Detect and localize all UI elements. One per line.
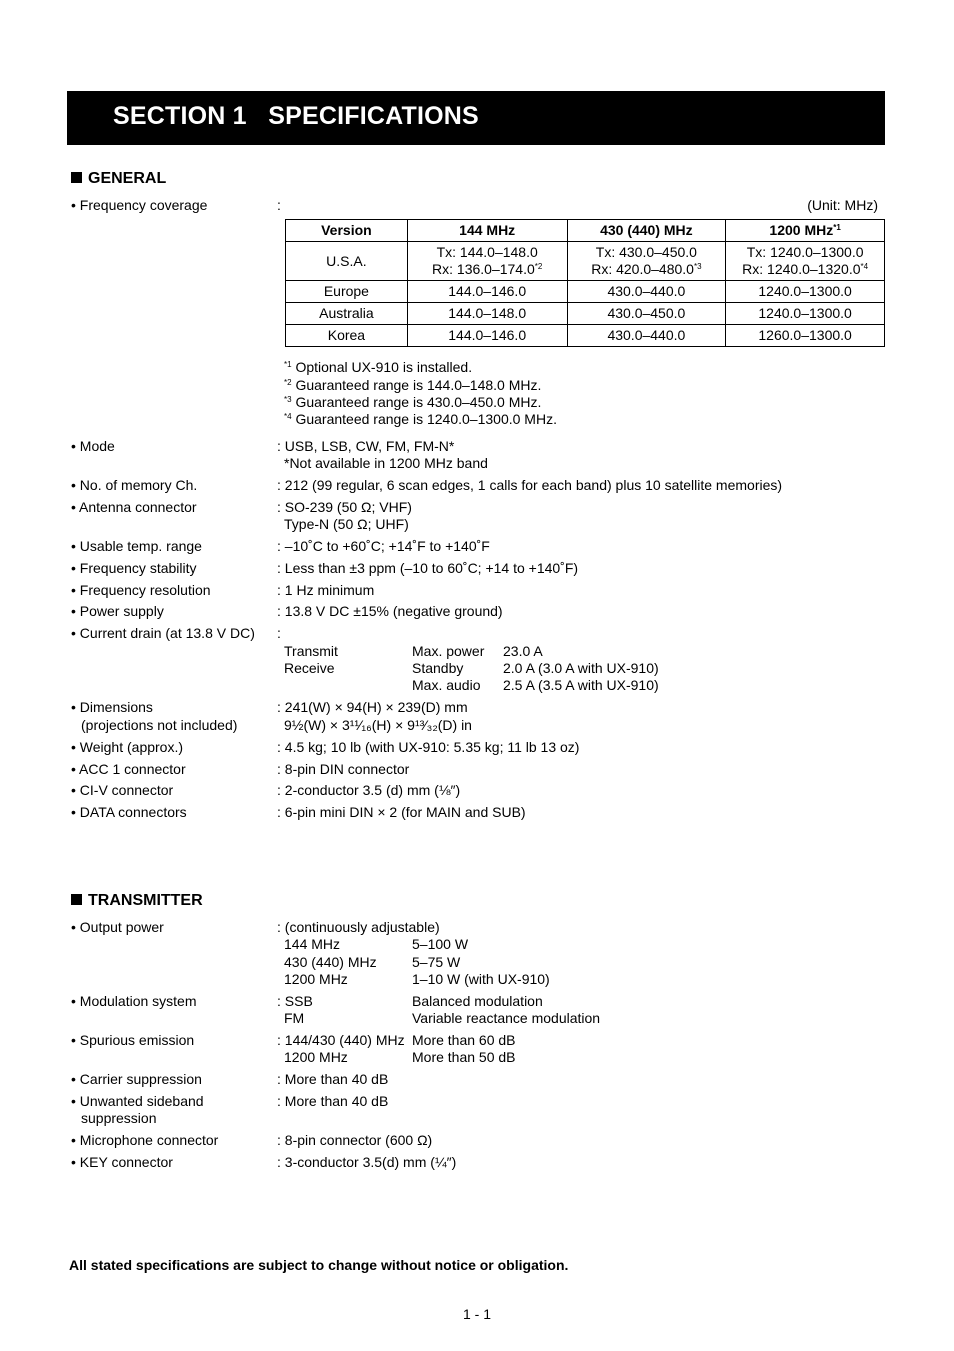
table-cell-version: U.S.A. <box>286 242 408 281</box>
table-cell <box>567 242 726 281</box>
output-band: 1200 MHz <box>284 971 348 987</box>
rx-text: Rx: 136.0–174.0 <box>432 261 535 277</box>
frequency-table <box>285 219 885 347</box>
table-cell: 144.0–146.0 <box>407 325 567 347</box>
drain-cell: 2.0 A (3.0 A with UX-910) <box>503 660 659 676</box>
drain-cell: 23.0 A <box>503 643 543 659</box>
data-connectors-value: : 6-pin mini DIN × 2 (for MAIN and SUB) <box>277 804 526 820</box>
microphone-value: : 8-pin connector (600 Ω) <box>277 1132 433 1148</box>
footnote-mark: *4 <box>284 412 292 421</box>
stability-value: : Less than ±3 ppm (–10 to 60˚C; +14 to +140˚F) <box>277 560 579 576</box>
current-drain-label: • Current drain (at 13.8 V DC) <box>71 625 255 641</box>
memory-label: • No. of memory Ch. <box>71 477 198 493</box>
footnote-text: Guaranteed range is 144.0–148.0 MHz. <box>291 377 542 393</box>
footnote-mark: *2 <box>284 378 292 387</box>
stability-label: • Frequency stability <box>71 560 197 576</box>
rx-range <box>568 261 726 278</box>
microphone-label: • Microphone connector <box>71 1132 219 1148</box>
mode-value: : USB, LSB, CW, FM, FM-N* <box>277 438 455 454</box>
output-band: 144 MHz <box>284 936 341 952</box>
table-cell: 430.0–440.0 <box>567 281 726 303</box>
spurious-band: : 144/430 (440) MHz <box>277 1032 405 1048</box>
dimensions-value: : 241(W) × 94(H) × 239(D) mm <box>277 699 468 715</box>
mode-note: *Not available in 1200 MHz band <box>284 455 488 471</box>
resolution-label: • Frequency resolution <box>71 582 211 598</box>
rx-text: Rx: 420.0–480.0 <box>591 261 694 277</box>
table-header: Version <box>286 220 408 242</box>
section-banner <box>67 91 885 145</box>
table-cell: 1260.0–1300.0 <box>726 325 885 347</box>
key-connector-label: • KEY connector <box>71 1154 173 1170</box>
table-cell: 144.0–148.0 <box>407 303 567 325</box>
table-cell: 1240.0–1300.0 <box>726 281 885 303</box>
antenna-label: • Antenna connector <box>71 499 197 515</box>
output-watts: 5–100 W <box>412 936 469 952</box>
transmitter-heading-text: TRANSMITTER <box>88 892 203 909</box>
table-cell-version: Europe <box>286 281 408 303</box>
footnote-text: Guaranteed range is 430.0–450.0 MHz. <box>291 394 542 410</box>
footnote <box>284 411 557 428</box>
rx-range <box>408 261 567 278</box>
weight-value: : 4.5 kg; 10 lb (with UX-910: 5.35 kg; 11 lb 13 oz) <box>277 739 580 755</box>
unwanted-sideband-value: : More than 40 dB <box>277 1093 389 1109</box>
footnote-mark: *4 <box>860 262 869 271</box>
unwanted-sideband-sublabel: suppression <box>81 1110 157 1126</box>
footnote-mark: *3 <box>284 395 292 404</box>
rx-text: Rx: 1240.0–1320.0 <box>742 261 861 277</box>
output-power-label: • Output power <box>71 919 164 935</box>
carrier-label: • Carrier suppression <box>71 1071 202 1087</box>
table-row <box>286 325 885 347</box>
modulation-mode: FM <box>284 1010 305 1026</box>
transmitter-heading <box>71 892 203 909</box>
table-cell: 430.0–440.0 <box>567 325 726 347</box>
table-row <box>286 303 885 325</box>
footnote-mark: *2 <box>534 262 543 271</box>
table-header-row <box>286 220 885 242</box>
table-cell: 144.0–146.0 <box>407 281 567 303</box>
table-header: 430 (440) MHz <box>567 220 726 242</box>
footnote <box>284 359 472 376</box>
table-cell: 430.0–450.0 <box>567 303 726 325</box>
weight-label: • Weight (approx.) <box>71 739 184 755</box>
table-header: 144 MHz <box>407 220 567 242</box>
carrier-value: : More than 40 dB <box>277 1071 389 1087</box>
modulation-type: Balanced modulation <box>412 993 543 1009</box>
footnote-text: Optional UX-910 is installed. <box>291 359 473 375</box>
table-cell <box>726 242 885 281</box>
square-bullet-icon <box>71 894 82 905</box>
square-bullet-icon <box>71 172 82 183</box>
mode-label: • Mode <box>71 438 115 454</box>
section-title: SECTION 1 SPECIFICATIONS <box>113 102 479 130</box>
drain-cell: Standby <box>412 660 464 676</box>
tx-range: Tx: 430.0–450.0 <box>595 244 697 260</box>
footer-note: All stated specifications are subject to change without notice or obligation. <box>69 1257 569 1273</box>
power-supply-label: • Power supply <box>71 603 164 619</box>
output-watts: 1–10 W (with UX-910) <box>412 971 550 987</box>
modulation-type: Variable reactance modulation <box>412 1010 601 1026</box>
data-connectors-label: • DATA connectors <box>71 804 187 820</box>
table-cell: 1240.0–1300.0 <box>726 303 885 325</box>
memory-value: : 212 (99 regular, 6 scan edges, 1 calls for each band) plus 10 satellite memories) <box>277 477 783 493</box>
table-cell <box>407 242 567 281</box>
tx-range: Tx: 1240.0–1300.0 <box>746 244 864 260</box>
modulation-mode: : SSB <box>277 993 313 1009</box>
antenna-value-2: Type-N (50 Ω; UHF) <box>284 516 409 532</box>
antenna-value: : SO-239 (50 Ω; VHF) <box>277 499 412 515</box>
dimensions-sublabel: (projections not included) <box>81 717 238 733</box>
general-heading-text: GENERAL <box>88 170 167 187</box>
table-cell-version: Korea <box>286 325 408 347</box>
temp-value: : –10˚C to +60˚C; +14˚F to +140˚F <box>277 538 490 554</box>
table-header-text: 1200 MHz <box>769 222 834 238</box>
drain-cell: Max. power <box>412 643 485 659</box>
footnote-mark: *1 <box>284 360 292 369</box>
civ-value: : 2-conductor 3.5 (d) mm (⅛″) <box>277 782 461 798</box>
footnote-text: Guaranteed range is 1240.0–1300.0 MHz. <box>291 411 557 427</box>
acc-value: : 8-pin DIN connector <box>277 761 410 777</box>
resolution-value: : 1 Hz minimum <box>277 582 375 598</box>
general-heading <box>71 170 166 187</box>
current-drain-colon: : <box>277 625 281 641</box>
output-watts: 5–75 W <box>412 954 461 970</box>
key-connector-value: : 3-conductor 3.5(d) mm (¼″) <box>277 1154 457 1170</box>
table-header <box>726 220 885 242</box>
unwanted-sideband-label: • Unwanted sideband <box>71 1093 204 1109</box>
modulation-label: • Modulation system <box>71 993 197 1009</box>
output-band: 430 (440) MHz <box>284 954 377 970</box>
table-row <box>286 281 885 303</box>
dimensions-label: • Dimensions <box>71 699 153 715</box>
page-number: 1 - 1 <box>462 1306 491 1322</box>
freq-coverage-colon: : <box>277 197 281 213</box>
spurious-label: • Spurious emission <box>71 1032 195 1048</box>
footnote-mark: *3 <box>693 262 702 271</box>
drain-cell: Max. audio <box>412 677 481 693</box>
civ-label: • CI-V connector <box>71 782 174 798</box>
drain-cell: Transmit <box>284 643 338 659</box>
spurious-value: More than 60 dB <box>412 1032 516 1048</box>
drain-cell: 2.5 A (3.5 A with UX-910) <box>503 677 659 693</box>
output-power-value: : (continuously adjustable) <box>277 919 440 935</box>
table-cell-version: Australia <box>286 303 408 325</box>
rx-range <box>726 261 884 278</box>
acc-label: • ACC 1 connector <box>71 761 186 777</box>
spurious-band: 1200 MHz <box>284 1049 348 1065</box>
unit-label: (Unit: MHz) <box>807 197 878 213</box>
spurious-value: More than 50 dB <box>412 1049 516 1065</box>
temp-label: • Usable temp. range <box>71 538 202 554</box>
footnote <box>284 377 541 394</box>
drain-cell: Receive <box>284 660 335 676</box>
freq-coverage-label: • Frequency coverage <box>71 197 208 213</box>
table-row <box>286 242 885 281</box>
tx-range: Tx: 144.0–148.0 <box>436 244 538 260</box>
dimensions-value-inch: 9½(W) × 3¹¹⁄₁₆(H) × 9¹³⁄₃₂(D) in <box>284 717 472 733</box>
footnote-mark: *1 <box>833 223 841 232</box>
power-supply-value: : 13.8 V DC ±15% (negative ground) <box>277 603 503 619</box>
footnote <box>284 394 541 411</box>
